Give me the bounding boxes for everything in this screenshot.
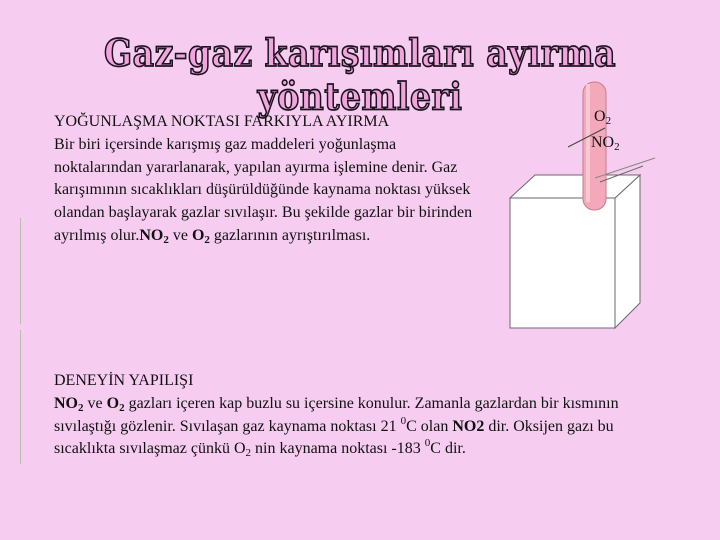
formula-no: NO (54, 394, 78, 412)
procedure-text-4: nin kaynama noktası -183 (255, 440, 421, 458)
connector-text: ve (172, 226, 188, 244)
left-divider (20, 218, 21, 324)
label-no2: $NO_2$ (591, 134, 620, 153)
degree-mark: 0 (400, 414, 407, 427)
procedure-text-2: C olan (406, 417, 449, 435)
procedure-heading: DENEYİN YAPILIŞI (54, 372, 194, 389)
section-procedure (54, 370, 674, 461)
box-front-face (510, 198, 615, 328)
formula-no: NO (139, 226, 164, 244)
formula-o: O (106, 394, 120, 412)
formula-o2-sub: 2 (245, 447, 252, 460)
formula-o-sub: 2 (119, 401, 125, 414)
connector-text: ve (87, 394, 103, 412)
page-title: Gaz-gaz karışımları ayırma yöntemleri (104, 31, 616, 119)
formula-o: O (191, 226, 205, 244)
degree-mark-2: 0 (424, 437, 431, 450)
left-divider-lower (20, 330, 21, 464)
formula-o-sub: 2 (204, 233, 210, 246)
section-tail: gazlarının ayrıştırılması. (213, 226, 371, 244)
label-o2: $O_2$ (594, 108, 612, 127)
apparatus-diagram (480, 70, 670, 335)
container-illustration (480, 70, 670, 330)
section-body: Bir biri içersinde karışmış gaz maddeleri yoğunlaşma noktalarından yararlanarak, yapılan ayırma işlemine denir. Gaz karışımının sıcaklıkları düşürüldüğünde kaynama noktası yüksek olandan başlayarak gazlar sıvılaşır. Bu şekilde gazlar bir birinden ayrılmış olur. (54, 135, 473, 244)
procedure-text-5: C dir. (430, 440, 466, 458)
procedure-text-3: dir. Oksijen gazı bu sıcaklıkta sıvılaşmaz çünkü O (54, 417, 614, 458)
box-side-face (615, 175, 640, 328)
formula-no2: NO2 (452, 417, 485, 435)
formula-no-sub: 2 (163, 233, 169, 246)
section-heading: YOĞUNLAŞMA NOKTASI FARKIYLA AYIRMA (54, 113, 390, 130)
formula-no-sub: 2 (78, 401, 84, 414)
section-condensation (54, 111, 474, 248)
procedure-text-1: gazları içeren kap buzlu su içersine konulur. Zamanla gazlardan bir kısmının sıvılaştığı gözlenir. Sıvılaşan gaz kaynama noktası 21 (54, 394, 619, 435)
